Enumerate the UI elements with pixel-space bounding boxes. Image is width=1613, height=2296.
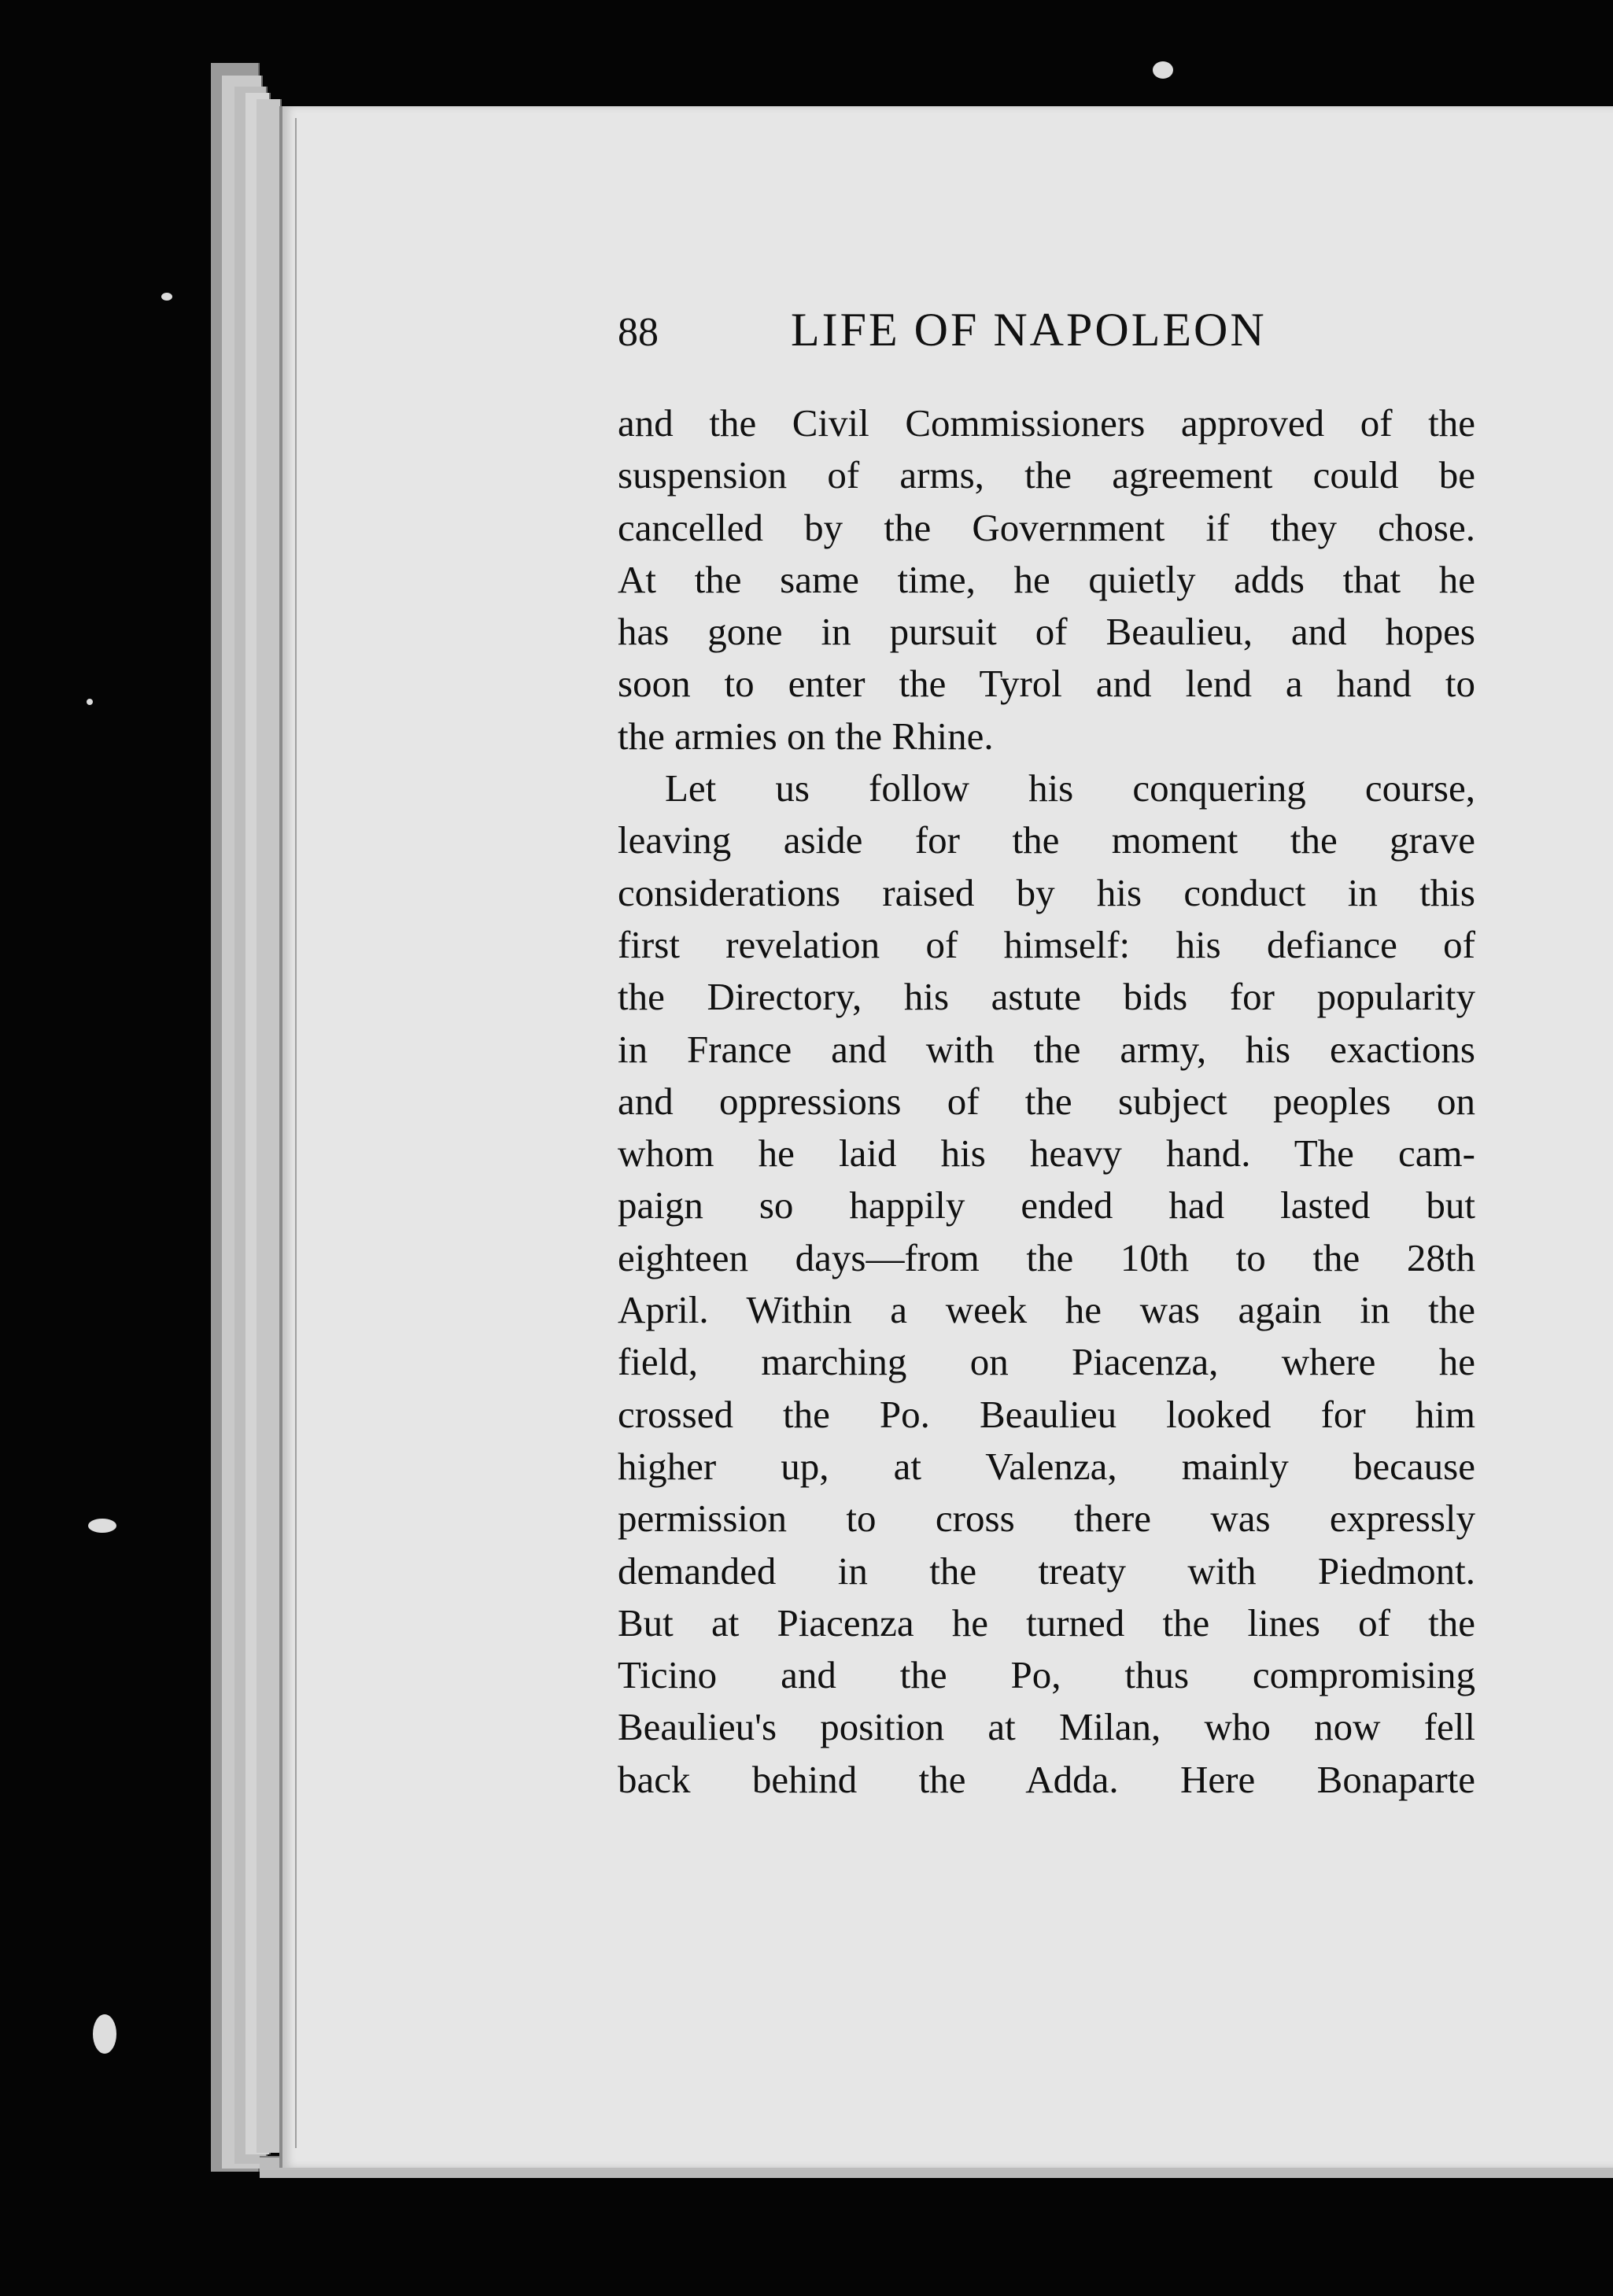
text-line: April. Within a week he was again in the xyxy=(618,1288,1475,1332)
body-text xyxy=(618,397,1475,1806)
text-line: considerations raised by his conduct in this xyxy=(618,870,1475,914)
text-line: leaving aside for the moment the grave xyxy=(618,818,1475,862)
text-line: Let us follow his conquering course, xyxy=(665,766,1475,810)
text-line: cancelled by the Government if they chose. xyxy=(618,505,1475,549)
text-line: has gone in pursuit of Beaulieu, and hopes xyxy=(618,610,1475,654)
text-line: Beaulieu's position at Milan, who now fell xyxy=(618,1705,1475,1749)
text-line: and oppressions of the subject peoples on xyxy=(618,1079,1475,1123)
page-edge xyxy=(257,99,282,2153)
text-line: first revelation of himself: his defiance of xyxy=(618,922,1475,966)
text-line: Ticino and the Po, thus compromising xyxy=(618,1653,1475,1697)
page-gutter-line xyxy=(295,118,297,2148)
text-line: demanded in the treaty with Piedmont. xyxy=(618,1549,1475,1593)
paragraph xyxy=(618,762,1475,1806)
text-line: field, marching on Piacenza, where he xyxy=(618,1340,1475,1384)
paragraph xyxy=(618,397,1475,762)
page-number: 88 xyxy=(618,310,659,355)
text-line: soon to enter the Tyrol and lend a hand to xyxy=(618,662,1475,706)
text-line: whom he laid his heavy hand. The cam- xyxy=(618,1131,1475,1176)
text-line: back behind the Adda. Here Bonaparte xyxy=(618,1757,1475,1801)
text-line: the armies on the Rhine. xyxy=(618,714,994,758)
text-line: the Directory, his astute bids for popularity xyxy=(618,975,1475,1019)
page-header xyxy=(618,303,1475,374)
text-line: and the Civil Commissioners approved of the xyxy=(618,401,1475,445)
text-line: in France and with the army, his exactions xyxy=(618,1027,1475,1071)
text-line: But at Piacenza he turned the lines of the xyxy=(618,1600,1475,1644)
text-line: crossed the Po. Beaulieu looked for him xyxy=(618,1392,1475,1436)
text-line: paign so happily ended had lasted but xyxy=(618,1183,1475,1227)
running-title: LIFE OF NAPOLEON xyxy=(791,304,1267,356)
text-line: At the same time, he quietly adds that he xyxy=(618,557,1475,601)
text-line: permission to cross there was expressly xyxy=(618,1497,1475,1541)
text-line: suspension of arms, the agreement could be xyxy=(618,453,1475,497)
text-line: higher up, at Valenza, mainly because xyxy=(618,1444,1475,1488)
text-line: eighteen days—from the 10th to the 28th xyxy=(618,1235,1475,1279)
